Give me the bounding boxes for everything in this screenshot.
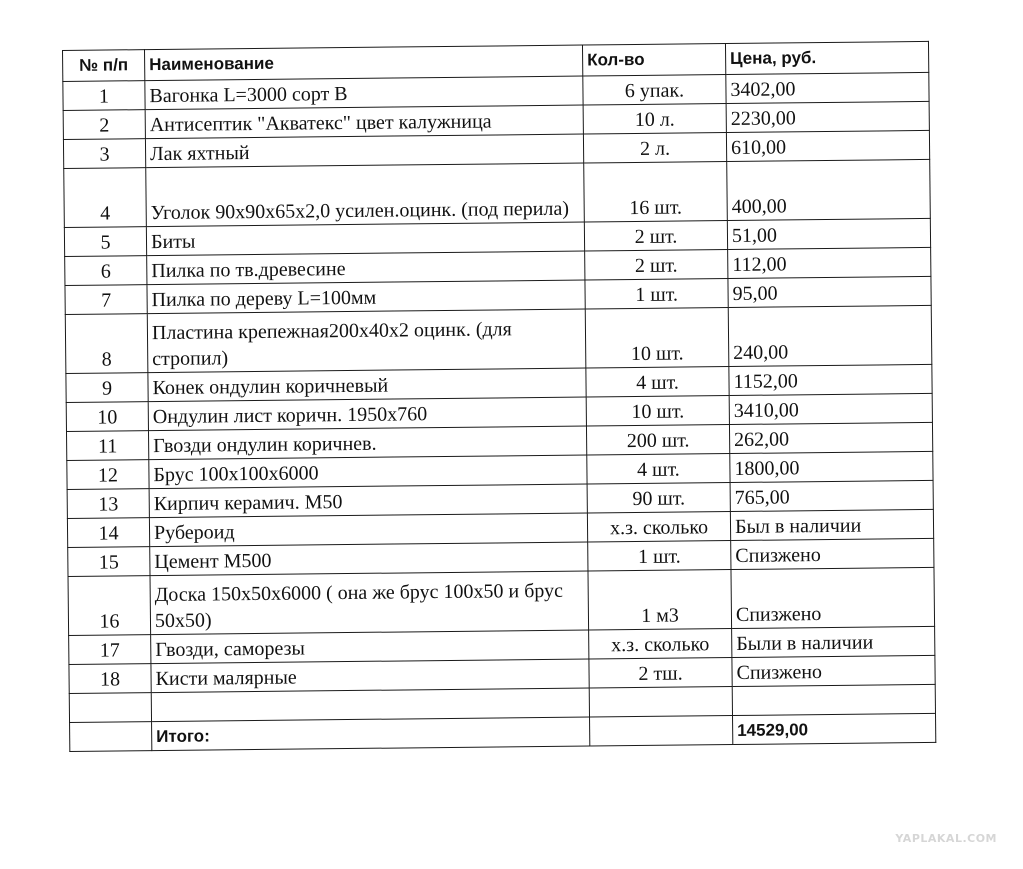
row-num: 16 [68,576,151,636]
row-qty: 2 шт. [584,221,727,251]
row-qty: 4 шт. [586,367,729,397]
row-num: 18 [69,664,151,694]
empty-cell [590,716,733,746]
row-price: 240,00 [728,305,932,366]
row-num: 14 [67,518,149,548]
row-price: 1152,00 [729,364,932,395]
row-price: Спизжено [731,567,935,628]
table-row [65,305,932,373]
empty-cell [589,687,732,717]
row-price: 95,00 [728,276,931,307]
row-qty: 10 л. [583,104,726,134]
row-price: 3410,00 [729,393,932,424]
price-table [62,41,936,752]
row-price: 51,00 [727,218,930,249]
row-num: 8 [65,314,148,374]
row-num: 17 [69,635,151,665]
row-price: 112,00 [728,247,931,278]
row-num: 6 [65,256,147,286]
row-num: 15 [68,547,150,577]
row-price: 1800,00 [730,451,933,482]
row-name: Кирпич керамич. М50 [149,484,587,518]
row-price: 765,00 [730,480,933,511]
total-label: Итого: [152,717,590,751]
row-name: Рубероид [149,513,587,547]
empty-cell [732,684,935,715]
row-qty: 6 упак. [583,75,726,105]
row-num: 2 [63,110,145,140]
row-num: 11 [66,431,148,461]
row-num: 13 [67,489,149,519]
row-name: Цемент М500 [150,542,588,576]
row-num: 5 [64,227,146,257]
row-price: Спизжено [732,655,935,686]
row-price: 400,00 [727,159,931,220]
row-qty: 200 шт. [586,425,729,455]
row-name: Уголок 90х90х65х2,0 усилен.оцинк. (под перила) [146,163,585,227]
row-name: Конек ондулин коричневый [148,368,586,402]
header-price: Цена, руб. [725,41,928,74]
row-qty: 10 шт. [586,396,729,426]
row-name: Гвозди ондулин коричнев. [148,426,586,460]
document-sheet [62,41,935,752]
empty-cell [70,722,152,752]
row-num: 10 [66,402,148,432]
row-qty: 1 шт. [588,541,731,571]
header-name: Наименование [145,45,583,81]
header-num: № п/п [63,50,145,82]
empty-cell [151,688,589,722]
row-qty: 2 тш. [589,658,732,688]
row-name: Кисти малярные [151,659,589,693]
row-price: 2230,00 [726,101,929,132]
row-price: 3402,00 [726,72,929,103]
row-name: Ондулин лист коричн. 1950х760 [148,397,586,431]
row-name: Антисептик "Акватекс" цвет калужница [145,105,583,139]
row-price: Были в наличии [732,626,935,657]
row-num: 3 [63,139,145,169]
row-qty: 2 л. [583,133,726,163]
row-qty: 90 шт. [587,483,730,513]
header-qty: Кол-во [582,44,725,76]
row-num: 7 [65,285,147,315]
row-qty: 2 шт. [585,250,728,280]
row-qty: 10 шт. [585,308,729,368]
row-qty: 1 м3 [588,570,732,630]
row-name: Пилка по дереву L=100мм [147,280,585,314]
row-qty: 4 шт. [587,454,730,484]
row-num: 12 [67,460,149,490]
empty-cell [69,693,151,723]
row-name: Пластина крепежная200х40х2 оцинк. (для стропил) [147,309,586,373]
row-num: 9 [66,373,148,403]
row-price: Был в наличии [730,509,933,540]
row-name: Доска 150х50х6000 ( она же брус 100х50 и брус 50х50) [150,571,589,635]
row-num: 1 [63,81,145,111]
row-price: 262,00 [729,422,932,453]
row-qty: х.з. сколько [587,512,730,542]
row-qty: х.з. сколько [589,629,732,659]
row-price: 610,00 [726,130,929,161]
row-name: Брус 100х100х6000 [149,455,587,489]
row-qty: 16 шт. [584,162,728,222]
row-num: 4 [64,168,147,228]
row-qty: 1 шт. [585,279,728,309]
table-row [68,567,935,635]
row-price: Спизжено [731,538,934,569]
row-name: Пилка по тв.древесине [147,251,585,285]
row-name: Вагонка L=3000 сорт В [145,76,583,110]
row-name: Лак яхтный [145,134,583,168]
table-row [64,159,931,227]
row-name: Гвозди, саморезы [151,630,589,664]
row-name: Биты [146,222,584,256]
total-value: 14529,00 [733,713,936,744]
watermark: YAPLAKAL.COM [895,832,997,845]
